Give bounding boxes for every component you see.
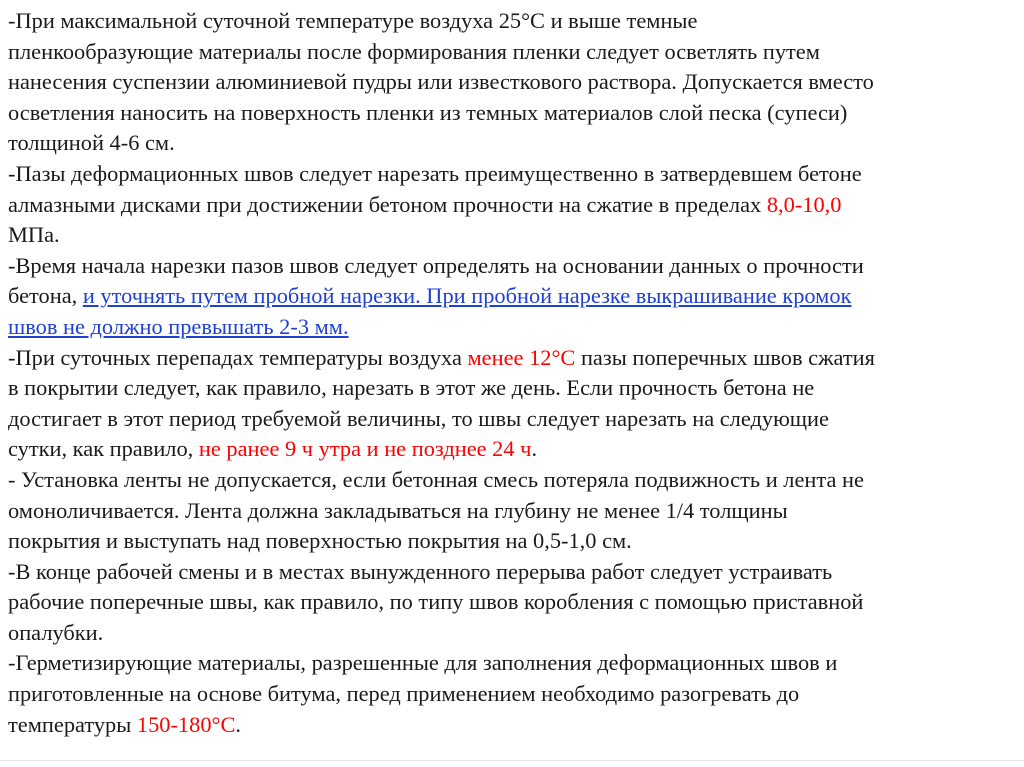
paragraph	[8, 343, 1012, 465]
text-line	[8, 67, 1012, 98]
document-body-text	[8, 6, 1012, 740]
text-segment: алмазными дисками при достижении бетоном прочности на сжатие в пределах	[8, 191, 767, 217]
text-line	[8, 251, 1012, 282]
text-line	[8, 587, 1012, 618]
text-line	[8, 6, 1012, 37]
text-line	[8, 557, 1012, 588]
text-segment: осветления наносить на поверхность пленки из темных материалов слой песка (супеси)	[8, 99, 848, 125]
text-segment: -При максимальной суточной температуре воздуха 25°С и выше темные	[8, 8, 698, 33]
highlighted-value: менее 12°С	[467, 344, 576, 370]
text-segment: в покрытии следует, как правило, нарезать в этот же день. Если прочность бетона не	[8, 375, 815, 401]
slide-bottom-divider	[0, 760, 1024, 761]
paragraph	[8, 251, 1012, 343]
text-segment: приготовленные на основе битума, перед применением необходимо разогревать до	[8, 681, 800, 707]
text-line	[8, 220, 1012, 251]
text-line	[8, 312, 1012, 343]
text-segment: МПа.	[8, 222, 60, 248]
text-segment: -В конце рабочей смены и в местах вынужденного перерыва работ следует устраивать	[8, 558, 833, 584]
text-segment: -Герметизирующие материалы, разрешенные для заполнения деформационных швов и	[8, 650, 838, 676]
text-line	[8, 648, 1012, 679]
highlighted-value: 8,0-10,0	[766, 191, 842, 217]
text-line	[8, 526, 1012, 557]
text-line	[8, 373, 1012, 404]
text-segment: достигает в этот период требуемой величины, то швы следует нарезать на следующие	[8, 405, 829, 431]
hyperlink-text[interactable]: и уточнять путем пробной нарезки. При пробной нарезке выкрашивание кромок	[82, 283, 852, 309]
text-segment: пазы поперечных швов сжатия	[575, 344, 875, 370]
text-line	[8, 98, 1012, 129]
text-segment: -Время начала нарезки пазов швов следует определять на основании данных о прочности	[8, 252, 864, 278]
paragraph	[8, 465, 1012, 557]
text-segment: рабочие поперечные швы, как правило, по типу швов коробления с помощью приставной	[8, 589, 864, 615]
text-line	[8, 37, 1012, 68]
text-line	[8, 404, 1012, 435]
text-line	[8, 434, 1012, 465]
text-segment: покрытия и выступать над поверхностью покрытия на 0,5-1,0 см.	[8, 528, 632, 554]
text-line	[8, 190, 1012, 221]
paragraph	[8, 648, 1012, 740]
text-segment: пленкообразующие материалы после формирования пленки следует осветлять путем	[8, 38, 820, 64]
text-line	[8, 128, 1012, 159]
text-segment: .	[235, 711, 242, 737]
text-segment: опалубки.	[8, 619, 104, 645]
text-line	[8, 710, 1012, 741]
text-segment: сутки, как правило,	[8, 436, 199, 462]
text-line	[8, 618, 1012, 649]
text-segment: бетона,	[8, 283, 83, 309]
text-segment: - Установка ленты не допускается, если бетонная смесь потеряла подвижность и лента не	[8, 466, 864, 492]
text-line	[8, 496, 1012, 527]
text-segment: толщиной 4-6 см.	[8, 130, 175, 156]
text-segment: -Пазы деформационных швов следует нарезать преимущественно в затвердевшем бетоне	[8, 160, 862, 186]
text-segment: .	[531, 436, 538, 462]
paragraph	[8, 6, 1012, 159]
text-line	[8, 465, 1012, 496]
text-line	[8, 159, 1012, 190]
highlighted-value: не ранее 9 ч утра и не позднее 24 ч	[198, 436, 532, 462]
paragraph	[8, 557, 1012, 649]
text-segment: омоноличивается. Лента должна закладываться на глубину не менее 1/4 толщины	[8, 497, 788, 523]
text-segment: -При суточных перепадах температуры воздуха	[8, 344, 468, 370]
text-line	[8, 679, 1012, 710]
text-segment: нанесения суспензии алюминиевой пудры или известкового раствора. Допускается вместо	[8, 69, 874, 95]
text-line	[8, 343, 1012, 374]
hyperlink-text[interactable]: швов не должно превышать 2-3 мм.	[8, 313, 349, 339]
highlighted-value: 150-180°С	[136, 711, 236, 737]
paragraph	[8, 159, 1012, 251]
text-line	[8, 281, 1012, 312]
text-segment: температуры	[8, 711, 137, 737]
